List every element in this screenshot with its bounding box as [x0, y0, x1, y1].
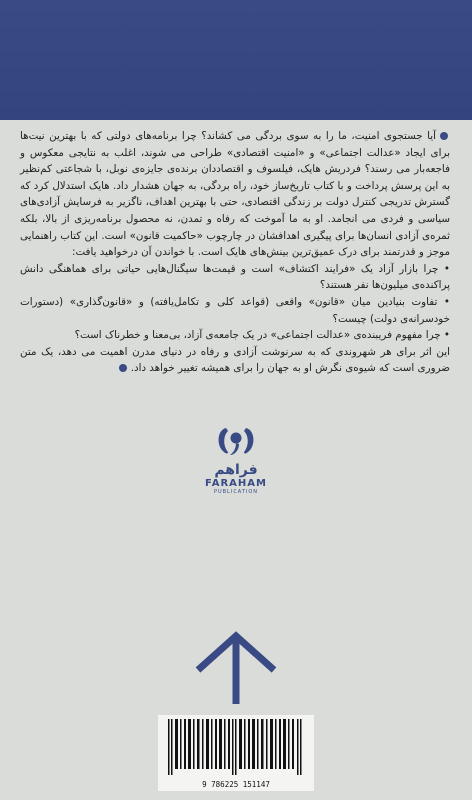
top-color-band	[0, 0, 472, 120]
bullet-text-2: تفاوت بنیادین میان «قانون» واقعی (قواعد کلی و تکامل‌یافته) و «قانون‌گذاری» (دستورات خودسرانه‌ی دولت) چیست؟	[20, 295, 450, 325]
publisher-emblem-icon	[214, 422, 258, 460]
bullet-text-1: چرا بازار آزاد یک «فرایند اکتشاف» است و قیمت‌ها سیگنال‌هایی حیاتی برای هماهنگی دانش پراکنده‌ی میلیون‌ها نفر هستند؟	[20, 262, 450, 292]
isbn-barcode	[158, 715, 314, 791]
isbn-number: 9 786225 151147	[202, 780, 270, 789]
up-arrow-icon	[192, 630, 280, 704]
end-dot-icon	[119, 364, 127, 372]
barcode-bars	[166, 719, 306, 775]
closing-paragraph	[20, 344, 450, 377]
bullet-item-3: • چرا مفهوم فریبنده‌ی «عدالت اجتماعی» در یک جامعه‌ی آزاد، بی‌معنا و خطرناک است؟	[74, 329, 450, 342]
intro-text: آیا جستجوی امنیت، ما را به سوی بردگی می کشاند؟ چرا برنامه‌های دولتی که با بهترین نیت‌ها برای ایجاد «عدالت اجتماعی» و «امنیت اقتصادی» طراحی می شوند، اغلب به نتایجی معکوس و فاجعه‌بار می رسند؟ فردریش هایک، فیلسوف و اقتصاددان برنده‌ی جایزه‌ی نوبل، با شجاعتی کم‌نظیر به این پرسش پرداخت و با کتاب تاریخ‌ساز خود، راه بردگی، به جهان هشدار داد. هایک استدلال کرد که گسترش تدریجی کنترل دولت بر زندگی اقتصادی، حتی با بهترین اهداف، ناگزیر به فرسایش آزادی‌های سیاسی و فردی می انجامد. او به ما آموخت که رفاه و تمدن، نه محصول برنامه‌ریزی از بالا، بلکه ثمره‌ی آزادی انسان‌ها برای پیگیری اهدافشان در چارچوب «حاکمیت قانون» است. این کتاب راهنمایی موجز و قدرتمند برای درک عمیق‌ترین بینش‌های هایک است. با خواندن آن درخواهید یافت:	[20, 130, 450, 259]
publisher-subtitle: PUBLICATION	[213, 489, 259, 495]
publisher-name-en: FARAHAM	[205, 478, 267, 489]
bullet-dot-icon	[440, 132, 448, 140]
publisher-logo	[196, 422, 276, 495]
bullet-text-3: چرا مفهوم فریبنده‌ی «عدالت اجتماعی» در یک جامعه‌ی آزاد، بی‌معنا و خطرناک است؟	[74, 329, 441, 342]
bullet-item-1: • چرا بازار آزاد یک «فرایند اکتشاف» است و قیمت‌ها سیگنال‌هایی حیاتی برای هماهنگی دانش پراکنده‌ی میلیون‌ها نفر هستند؟	[20, 262, 450, 292]
blurb-text	[20, 128, 450, 377]
intro-paragraph	[20, 128, 450, 261]
publisher-name-fa: فراهم	[214, 462, 258, 478]
bullet-item-2: • تفاوت بنیادین میان «قانون» واقعی (قواعد کلی و تکامل‌یافته) و «قانون‌گذاری» (دستورات خودسرانه‌ی دولت) چیست؟	[20, 295, 450, 325]
closing-text: این اثر برای هر شهروندی که به سرنوشت آزادی و رفاه در دنیای مدرن اهمیت می دهد، یک متن ضروری است که شیوه‌ی نگرش او به جهان را برای همیشه تغییر خواهد داد.	[20, 345, 450, 375]
